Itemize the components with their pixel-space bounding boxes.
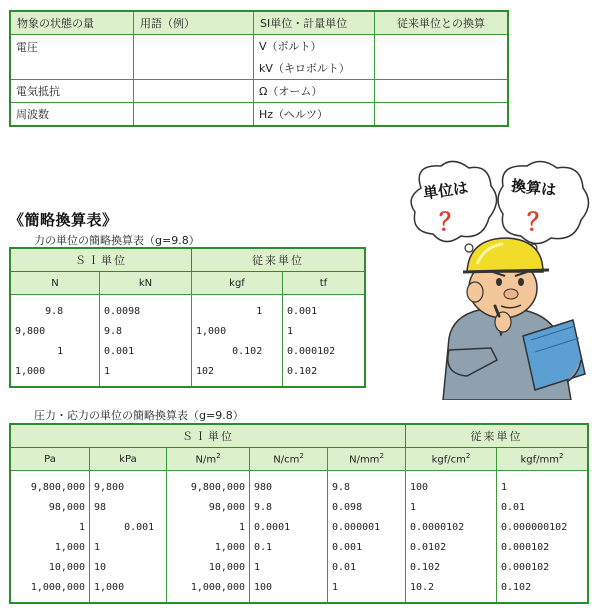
- table-cell: 9.8: [100, 321, 192, 341]
- conversion-cell: [375, 103, 509, 127]
- term-cell: [134, 80, 254, 103]
- table-cell: 0.102: [283, 361, 366, 387]
- column-header: kPa: [119, 453, 137, 465]
- table-cell: 1: [100, 361, 192, 387]
- table-cell: 9,800: [90, 471, 167, 498]
- table-cell: 1,000: [90, 577, 167, 603]
- group-header-old: 従来単位: [192, 248, 366, 272]
- quantity-cell: 周波数: [10, 103, 134, 127]
- table-cell: 0.001: [100, 341, 192, 361]
- table-cell: 10.2: [406, 577, 497, 603]
- superscript: 2: [379, 452, 384, 461]
- table-cell: 1: [250, 557, 328, 577]
- table-row: [10, 321, 365, 341]
- unit-table: [9, 10, 509, 127]
- worker-illustration: [403, 160, 593, 400]
- page-heading: 《簡略換算表》: [9, 211, 118, 229]
- group-header-old: 従来単位: [406, 424, 589, 448]
- table-cell: 9,800,000: [10, 471, 90, 498]
- table-cell: 1: [406, 497, 497, 517]
- superscript: 2: [216, 452, 221, 461]
- column-header: kN: [100, 272, 192, 295]
- column-header: N: [10, 272, 100, 295]
- table-row: [10, 577, 588, 603]
- table-cell: 0.102: [497, 577, 589, 603]
- table-cell: 1,000,000: [167, 577, 250, 603]
- table-cell: 1: [90, 537, 167, 557]
- table-row: [10, 557, 588, 577]
- table-cell: 100: [250, 577, 328, 603]
- table-cell: 1: [192, 295, 283, 322]
- table-cell: 1,000,000: [10, 577, 90, 603]
- unit-cell: Ω（オーム）: [254, 80, 375, 103]
- column-header: N/mm: [349, 454, 380, 466]
- question-mark-left: ？: [439, 208, 463, 236]
- header-quantity: 物象の状態の量: [10, 11, 134, 35]
- table-cell: 0.000001: [328, 517, 406, 537]
- worker-figure: [443, 238, 585, 400]
- table-cell: 10,000: [167, 557, 250, 577]
- table-cell: 0.001: [328, 537, 406, 557]
- header-si-unit: SI単位・計量単位: [254, 11, 375, 35]
- table-cell: 10,000: [10, 557, 90, 577]
- table-cell: 0.01: [497, 497, 589, 517]
- bubble-text-left: 単位は: [422, 178, 470, 203]
- table-cell: 1: [167, 517, 250, 537]
- table-cell: 98,000: [167, 497, 250, 517]
- table-cell: 9.8: [10, 295, 100, 322]
- term-cell: [134, 103, 254, 127]
- table-cell: 1,000: [167, 537, 250, 557]
- table-cell: 1,000: [10, 537, 90, 557]
- question-mark-right: ？: [527, 208, 551, 236]
- table-cell: 0.000102: [283, 341, 366, 361]
- table-cell: 0.0001: [250, 517, 328, 537]
- quantity-cell: 電圧: [10, 35, 134, 80]
- table-cell: 0.0102: [406, 537, 497, 557]
- table-cell: 1: [283, 321, 366, 341]
- table-cell: 980: [250, 471, 328, 498]
- table-cell: 0.001: [283, 295, 366, 322]
- group-header-si: ＳＩ単位: [10, 248, 192, 272]
- unit-cell: Hz（ヘルツ）: [254, 103, 375, 127]
- table-cell: 1: [10, 517, 90, 537]
- table-cell: 0.000102: [497, 537, 589, 557]
- superscript: 2: [465, 452, 471, 461]
- table-cell: 0.01: [328, 557, 406, 577]
- force-table-caption: 力の単位の簡略換算表（g=9.8）: [34, 234, 200, 247]
- table-cell: 1: [328, 577, 406, 603]
- table-cell: 0.102: [406, 557, 497, 577]
- table-row: [10, 103, 508, 127]
- column-header: kgf/mm: [520, 454, 560, 466]
- table-row: [10, 497, 588, 517]
- table-row: [10, 361, 365, 387]
- table-cell: 9,800: [10, 321, 100, 341]
- group-header-si: ＳＩ単位: [10, 424, 406, 448]
- table-row: [10, 537, 588, 557]
- column-header: kgf: [192, 272, 283, 295]
- table-row: [10, 35, 508, 58]
- table-cell: 9.8: [328, 471, 406, 498]
- force-conversion-table: [9, 247, 366, 388]
- table-cell: 0.000000102: [497, 517, 589, 537]
- column-header: kgf/cm: [431, 454, 466, 466]
- table-cell: 10: [90, 557, 167, 577]
- table-cell: 100: [406, 471, 497, 498]
- conversion-cell: [375, 80, 509, 103]
- table-row: [10, 341, 365, 361]
- table-cell: 0.001: [90, 517, 167, 537]
- table-cell: 0.098: [328, 497, 406, 517]
- term-cell: [134, 35, 254, 80]
- pressure-table-caption: 圧力・応力の単位の簡略換算表（g=9.8）: [34, 409, 244, 422]
- table-cell: 1: [10, 341, 100, 361]
- table-cell: 98: [90, 497, 167, 517]
- table-cell: 0.1: [250, 537, 328, 557]
- quantity-cell: 電気抵抗: [10, 80, 134, 103]
- column-header: N/m: [195, 454, 217, 466]
- table-row: [10, 295, 365, 322]
- table-cell: 1,000: [10, 361, 100, 387]
- table-cell: 9.8: [250, 497, 328, 517]
- header-term: 用語（例）: [134, 11, 254, 35]
- table-row: [10, 471, 588, 498]
- table-cell: 9,800,000: [167, 471, 250, 498]
- header-conversion: 従来単位との換算: [375, 11, 509, 35]
- pressure-conversion-table: [9, 423, 589, 604]
- table-row: [10, 80, 508, 103]
- table-row: [10, 517, 588, 537]
- column-header: Pa: [44, 453, 56, 465]
- table-cell: 0.102: [192, 341, 283, 361]
- table-cell: 98,000: [10, 497, 90, 517]
- superscript: 2: [559, 452, 564, 461]
- column-header: N/cm: [273, 454, 300, 466]
- table-cell: 1,000: [192, 321, 283, 341]
- unit-cell: kV（キロボルト）: [254, 57, 375, 80]
- table-cell: 0.0098: [100, 295, 192, 322]
- superscript: 2: [299, 452, 304, 461]
- conversion-cell: [375, 35, 509, 80]
- unit-cell: V（ボルト）: [254, 35, 375, 58]
- table-cell: 0.000102: [497, 557, 589, 577]
- table-cell: 0.0000102: [406, 517, 497, 537]
- column-header: tf: [283, 272, 366, 295]
- table-cell: 1: [497, 471, 589, 498]
- bubble-text-right: 換算は: [510, 176, 557, 200]
- table-cell: 102: [192, 361, 283, 387]
